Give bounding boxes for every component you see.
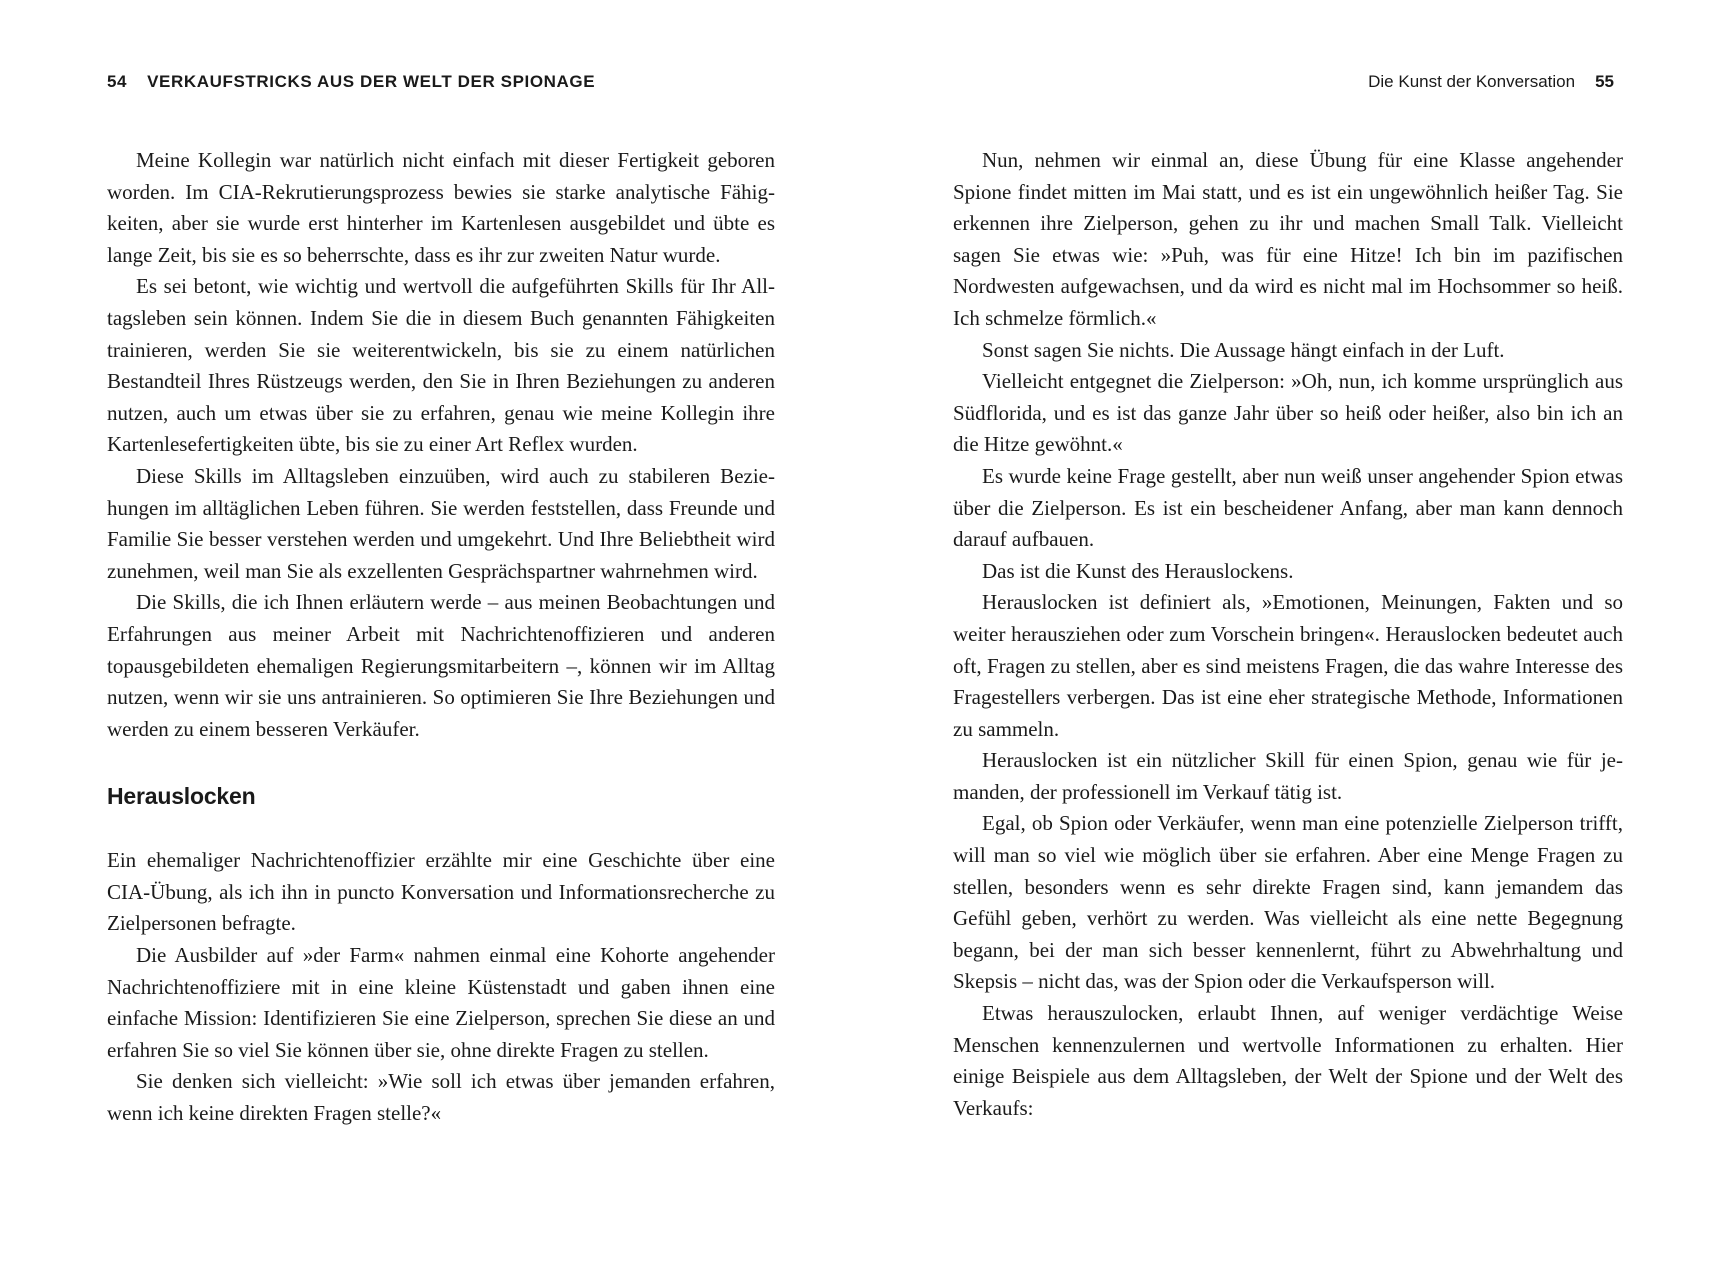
- paragraph: Nun, nehmen wir einmal an, diese Übung für eine Klasse angehender Spione findet mitten im Mai statt, und es ist ein ungewöhnlich heißer Tag. Sie erkennen ihre Zielperson, gehen zu ihr und machen Small Talk. Vielleicht sagen Sie etwas wie: »Puh, was für eine Hitze! Ich bin im pazifischen Nordwesten aufgewachsen, und da wird es nicht mal im Hochsommer so heiß. Ich schmelze förmlich.«: [953, 148, 1623, 330]
- page-number-left: 54: [107, 72, 128, 91]
- paragraph: Das ist die Kunst des Herauslockens.: [982, 558, 1294, 583]
- page-number-right: 55: [1595, 72, 1614, 91]
- left-page: [0, 0, 856, 1270]
- paragraph: Diese Skills im Alltagsleben einzuüben, wird auch zu stabileren Beziehungen im alltäglichen Leben führen. Sie werden feststellen, dass Freunde und Familie Sie besser verstehen werden und umgekehrt. Und Ihre Beliebtheit wird zunehmen, weil man Sie als exzellenten Gesprächspartner wahrnehmen wird.: [107, 463, 775, 583]
- paragraph: Vielleicht entgegnet die Zielperson: »Oh, nun, ich komme ursprünglich aus Südflorida, und es ist das ganze Jahr über so heiß oder heißer, also bin ich an die Hitze gewöhnt.«: [953, 369, 1623, 457]
- running-head-right: [1368, 72, 1614, 92]
- running-head-title-left: VERKAUFSTRICKS AUS DER WELT DER SPIONAGE: [147, 72, 596, 91]
- paragraph: Egal, ob Spion oder Verkäufer, wenn man eine potenzielle Zielperson trifft, will man so viel wie möglich über sie erfahren. Aber eine Menge Fragen zu stellen, besonders wenn es sehr direkte Fragen sind, kann jemandem das Gefühl geben, verhört zu werden. Was vielleicht als eine nette Begegnung begann, bei der man sich besser kennenlernt, führt zu Abwehrhaltung und Skepsis – nicht das, was der Spion oder die Verkaufsperson will.: [953, 811, 1623, 994]
- left-text-column: [107, 145, 775, 1130]
- paragraph: Ein ehemaliger Nachrichtenoffizier erzählte mir eine Geschichte über eine CIA-Übung, als ich ihn in puncto Konversation und Informationsrecherche zu Zielpersonen befragte.: [107, 848, 775, 936]
- paragraph: Sonst sagen Sie nichts. Die Aussage hängt einfach in der Luft.: [982, 337, 1505, 362]
- running-head-left: [107, 72, 595, 92]
- right-page: [856, 0, 1712, 1270]
- paragraph: Es sei betont, wie wichtig und wertvoll die aufgeführten Skills für Ihr Alltagsleben sein können. Indem Sie die in diesem Buch genannten Fähigkeiten trainieren, werden Sie sie weiterentwickeln, bis sie zu einem natürlichen Bestandteil Ihres Rüstzeugs werden, den Sie in Ihren Beziehungen zu anderen nutzen, auch um etwas über sie zu erfahren, genau wie meine Kollegin ihre Kartenlesefertigkeiten übte, bis sie zu einer Art Reflex wurden.: [107, 274, 775, 457]
- paragraph: Meine Kollegin war natürlich nicht einfach mit dieser Fertigkeit geboren worden. Im CIA-Rekrutierungsprozess bewies sie starke analytische Fähigkeiten, aber sie wurde erst hinterher im Kartenlesen ausgebildet und übte es lange Zeit, bis sie es so beherrschte, dass es ihr zur zweiten Natur wurde.: [107, 148, 775, 267]
- paragraph: Herauslocken ist definiert als, »Emotionen, Meinungen, Fakten und so weiter herausziehen oder zum Vorschein bringen«. Herauslocken bedeutet auch oft, Fragen zu stellen, aber es sind meistens Fragen, die das wahre Interesse des Fragestellers verbergen. Das ist eine eher strategische Methode, Informationen zu sammeln.: [953, 590, 1623, 741]
- paragraph: Die Ausbilder auf »der Farm« nahmen einmal eine Kohorte angehender Nachrichtenoffiziere mit in eine kleine Küstenstadt und gaben ihnen eine einfache Mission: Identifizieren Sie eine Zielperson, sprechen Sie diese an und erfahren Sie so viel Sie können über sie, ohne direkte Fragen zu stellen.: [107, 943, 775, 1062]
- section-heading: Herauslocken: [107, 783, 256, 810]
- paragraph: Sie denken sich vielleicht: »Wie soll ich etwas über jemanden erfahren, wenn ich keine direkten Fragen stelle?«: [107, 1069, 775, 1126]
- paragraph: Herauslocken ist ein nützlicher Skill für einen Spion, genau wie für jemanden, der professionell im Verkauf tätig ist.: [953, 748, 1623, 804]
- right-text-column: [953, 145, 1623, 1124]
- paragraph: Etwas herauszulocken, erlaubt Ihnen, auf weniger verdächtige Weise Menschen kennenzulernen und wertvolle Informationen zu erhalten. Hier einige Beispiele aus dem Alltagsleben, der Welt der Spione und der Welt des Verkaufs:: [953, 1001, 1623, 1120]
- running-head-title-right: Die Kunst der Konversation: [1368, 72, 1576, 91]
- paragraph: Es wurde keine Frage gestellt, aber nun weiß unser angehender Spion etwas über die Zielperson. Es ist ein bescheidener Anfang, aber man kann dennoch darauf aufbauen.: [953, 463, 1623, 552]
- paragraph: Die Skills, die ich Ihnen erläutern werde – aus meinen Beobachtungen und Erfahrungen aus meiner Arbeit mit Nachrichtenoffizieren und anderen topausgebildeten ehemaligen Regierungsmitarbeitern –, können wir im Alltag nutzen, wenn wir sie uns antrainieren. So optimieren Sie Ihre Beziehungen und werden zu einem besseren Verkäufer.: [107, 590, 775, 741]
